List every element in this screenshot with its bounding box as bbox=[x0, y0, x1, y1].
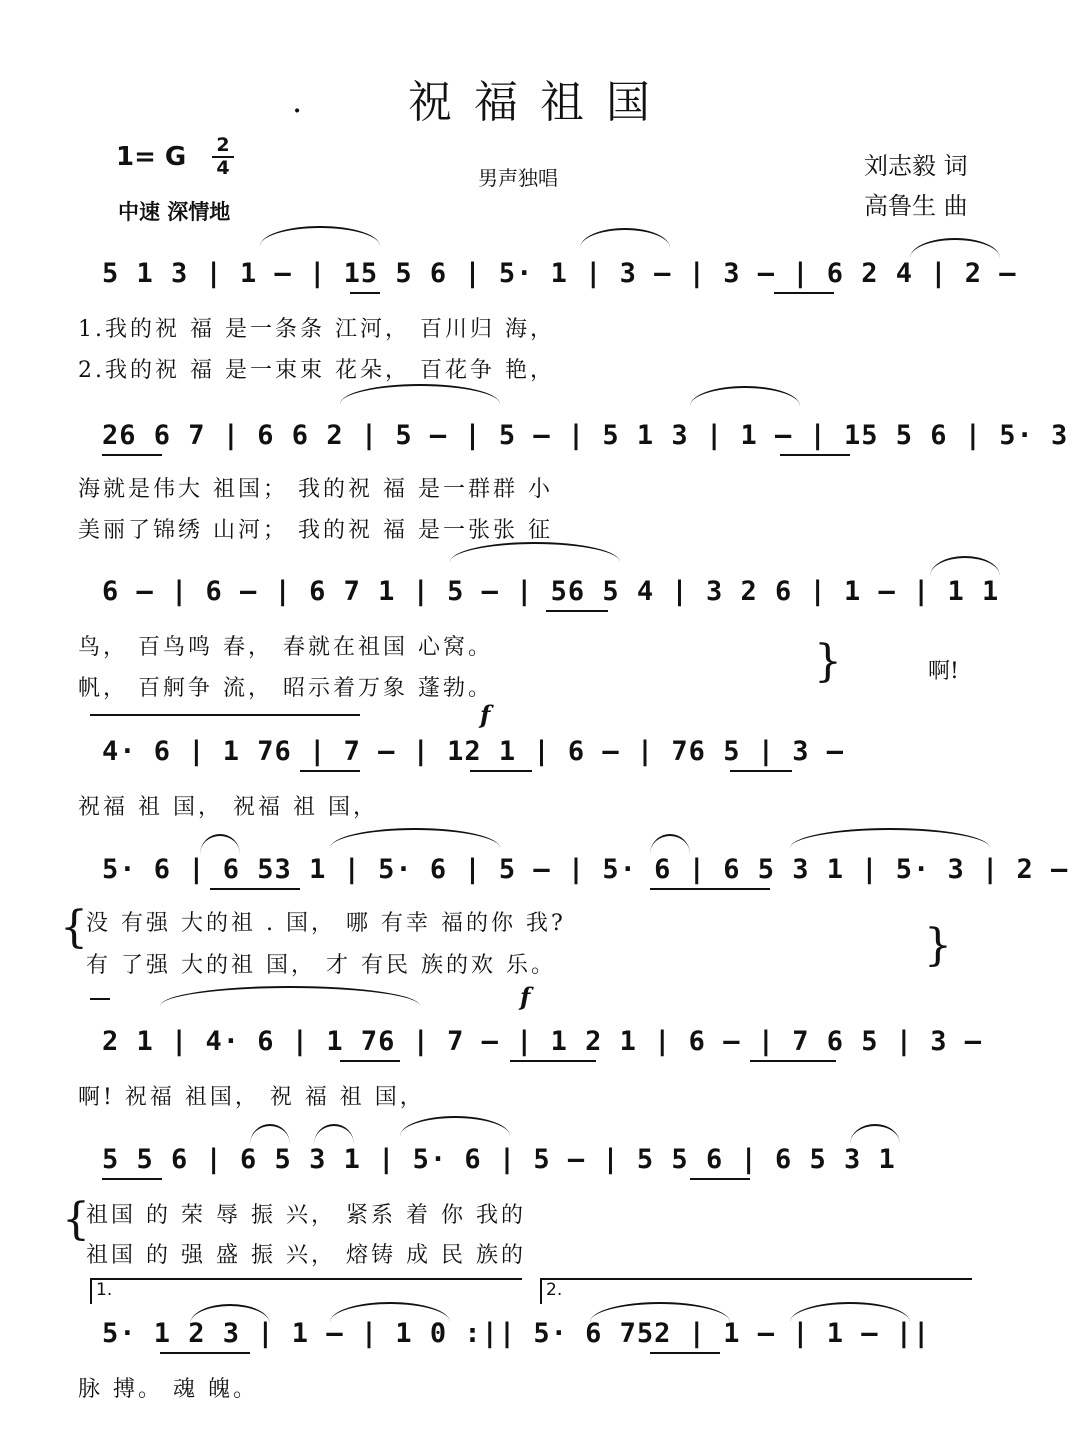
notes-line: 4· 6 | 1 76 | 7 – | 12 1 | 6 – | 76 5 | 3 – bbox=[102, 736, 844, 767]
notation-system-2 bbox=[90, 406, 1069, 476]
slur bbox=[340, 384, 500, 404]
beam-underline bbox=[690, 1178, 750, 1180]
beam-underline bbox=[650, 888, 770, 890]
notation-system-7 bbox=[90, 1130, 1010, 1200]
notes-line: 5 1 3 | 1 – | 15 5 6 | 5· 1 | 3 – | 3 – | 6 2 4 | 2 – bbox=[102, 258, 1017, 289]
lyricist-credit: 刘志毅 词 bbox=[864, 152, 968, 180]
volta-bracket-2 bbox=[540, 1278, 972, 1304]
notation-system-5 bbox=[90, 840, 1069, 910]
beam-underline bbox=[160, 1352, 250, 1354]
beam-underline bbox=[350, 292, 380, 294]
beam-underline bbox=[102, 454, 162, 456]
slur bbox=[450, 542, 620, 562]
slur bbox=[250, 1124, 290, 1144]
tempo-marking: 中速 深情地 bbox=[118, 200, 231, 224]
slur bbox=[330, 828, 500, 848]
beam-underline bbox=[340, 1060, 400, 1062]
key-signature: 1= G bbox=[116, 142, 187, 172]
voicing-label: 男声独唱 bbox=[478, 166, 558, 190]
notes-line: 6 – | 6 – | 6 7 1 | 5 – | 56 5 4 | 3 2 6 | 1 – | 1 1 bbox=[102, 576, 1000, 607]
lyric-verse-1: 没 有强 大的祖 . 国， 哪 有幸 福的你 我? bbox=[86, 911, 566, 936]
notes-line: 5· 6 | 6 53 1 | 5· 6 | 5 – | 5· 6 | 6 5 3 1 | 5· 3 | 2 – bbox=[102, 854, 1069, 885]
lyric-verse-2: 2.我的祝 福 是一束束 花朵， 百花争 艳， bbox=[78, 358, 555, 383]
beam-underline bbox=[774, 292, 834, 294]
lyric-verse-2: 美丽了锦绣 山河； 我的祝 福 是一张张 征 bbox=[78, 518, 553, 543]
beam-underline bbox=[546, 610, 608, 612]
beam-underline bbox=[470, 770, 532, 772]
notation-system-8 bbox=[90, 1278, 1010, 1378]
notation-system-6 bbox=[90, 1012, 1010, 1082]
slur bbox=[790, 828, 990, 848]
slur bbox=[910, 238, 1000, 258]
lyric-verse-1: 海就是伟大 祖国； 我的祝 福 是一群群 小 bbox=[78, 477, 553, 502]
beam-underline bbox=[510, 1060, 596, 1062]
brace-left: { bbox=[60, 902, 88, 953]
slur bbox=[260, 226, 380, 246]
title-dot: . bbox=[292, 82, 303, 120]
dynamic-forte: f bbox=[520, 982, 531, 1011]
slur bbox=[930, 556, 1000, 576]
lyric-verse-1: 祖国 的 荣 辱 振 兴， 紧系 着 你 我的 bbox=[86, 1203, 526, 1228]
lyric-verse-2: 祖国 的 强 盛 振 兴， 熔铸 成 民 族的 bbox=[86, 1243, 526, 1268]
composer-credit: 高鲁生 曲 bbox=[864, 192, 968, 220]
dynamic-forte: f bbox=[480, 700, 491, 729]
exclamation-lyric: 啊! bbox=[928, 659, 959, 684]
notes-line: 26 6 7 | 6 6 2 | 5 – | 5 – | 5 1 3 | 1 – | 15 5 6 | 5· 3 bbox=[102, 420, 1069, 451]
notes-line: 5· 1 2 3 | 1 – | 1 0 :|| 5· 6 752 | 1 – | 1 – || bbox=[102, 1318, 931, 1349]
slur bbox=[580, 228, 670, 248]
time-denominator: 4 bbox=[216, 157, 230, 179]
slur bbox=[850, 1124, 900, 1144]
tie-line bbox=[90, 998, 110, 1000]
volta-bracket-1 bbox=[90, 1278, 522, 1304]
lyric-line: 脉 搏。 魂 魄。 bbox=[78, 1377, 258, 1402]
volta-label-1: 1. bbox=[96, 1280, 113, 1300]
slur bbox=[314, 1124, 354, 1144]
lyric-verse-2: 帆， 百舸争 流， 昭示着万象 蓬勃。 bbox=[78, 676, 493, 701]
lyric-verse-2: 有 了强 大的祖 国， 才 有民 族的欢 乐。 bbox=[86, 953, 556, 978]
brace-left: { bbox=[62, 1194, 90, 1245]
slur bbox=[400, 1116, 510, 1136]
slur bbox=[590, 1302, 730, 1322]
notation-system-1 bbox=[90, 244, 1017, 314]
beam-underline bbox=[730, 770, 792, 772]
lyric-line: 祝福 祖 国， 祝福 祖 国， bbox=[78, 795, 378, 820]
brace-right: } bbox=[924, 920, 952, 971]
beam-underline bbox=[780, 454, 850, 456]
time-signature bbox=[212, 136, 234, 178]
beam-underline bbox=[210, 888, 300, 890]
slur bbox=[650, 834, 690, 854]
slur bbox=[190, 1304, 270, 1324]
slur bbox=[200, 834, 240, 854]
slur bbox=[790, 1302, 910, 1322]
notes-line: 2 1 | 4· 6 | 1 76 | 7 – | 1 2 1 | 6 – | 7 6 5 | 3 – bbox=[102, 1026, 983, 1057]
lyric-line: 啊! 祝福 祖国， 祝 福 祖 国， bbox=[78, 1085, 425, 1110]
slur bbox=[160, 986, 420, 1006]
beam-underline bbox=[750, 1060, 836, 1062]
lyric-verse-1: 鸟， 百鸟鸣 春， 春就在祖国 心窝。 bbox=[78, 635, 493, 660]
time-numerator: 2 bbox=[216, 134, 230, 156]
notes-line: 5 5 6 | 6 5 3 1 | 5· 6 | 5 – | 5 5 6 | 6 5 3 1 bbox=[102, 1144, 896, 1175]
brace-right: } bbox=[814, 636, 842, 687]
notation-system-4 bbox=[90, 722, 1010, 792]
slur bbox=[330, 1302, 450, 1322]
volta-label-2: 2. bbox=[546, 1280, 563, 1300]
tie-line bbox=[90, 714, 360, 716]
beam-underline bbox=[102, 1178, 162, 1180]
song-title: 祝福祖国 bbox=[408, 77, 672, 128]
slur bbox=[690, 386, 800, 406]
beam-underline bbox=[650, 1352, 720, 1354]
notation-system-3 bbox=[90, 562, 1010, 632]
beam-underline bbox=[300, 770, 360, 772]
lyric-verse-1: 1.我的祝 福 是一条条 江河， 百川归 海， bbox=[78, 317, 555, 342]
